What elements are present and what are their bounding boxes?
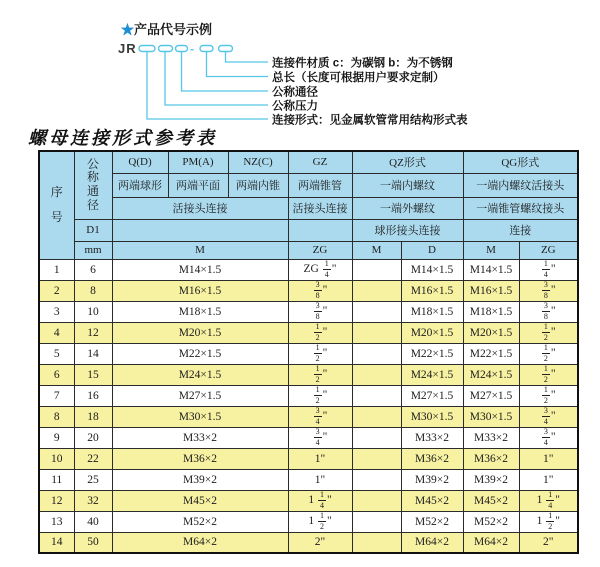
- table-cell: M30×1.5: [112, 406, 288, 427]
- table-cell: $\frac{3}{4}$ ": [519, 406, 578, 427]
- table-row: [39, 469, 578, 490]
- table-cell: M27×1.5: [112, 385, 288, 406]
- table-cell: M18×1.5: [401, 301, 463, 322]
- table-cell: [352, 406, 401, 427]
- code-box-4: [200, 46, 213, 52]
- code-boxes: [139, 46, 233, 52]
- label-diameter: 公称通径: [272, 86, 318, 99]
- table-cell: 20: [74, 427, 112, 448]
- table-cell: $\frac{3}{4}$ ": [288, 427, 352, 448]
- table-cell: 13: [39, 511, 74, 532]
- table-cell: 15: [74, 364, 112, 385]
- table-cell: M14×1.5: [112, 259, 288, 280]
- table-row: [39, 280, 578, 301]
- table-cell: M52×2: [112, 511, 288, 532]
- table-cell: M16×1.5: [112, 280, 288, 301]
- table-cell: $\frac{3}{4}$ ": [519, 427, 578, 448]
- table-cell: M27×1.5: [401, 385, 463, 406]
- table-cell: 8: [74, 280, 112, 301]
- table-cell: 10: [39, 448, 74, 469]
- table-cell: 2": [288, 532, 352, 553]
- table-cell: [352, 385, 401, 406]
- header-qg-type1: 一端内螺纹活接头: [463, 173, 578, 197]
- table-cell: 16: [74, 385, 112, 406]
- table-cell: $\frac{1}{2}$ ": [519, 385, 578, 406]
- table-cell: 1": [288, 448, 352, 469]
- table-cell: 2: [39, 280, 74, 301]
- table-cell: [352, 511, 401, 532]
- header-qg: QG形式: [463, 151, 578, 173]
- header-qz: QZ形式: [352, 151, 463, 173]
- table-cell: 32: [74, 490, 112, 511]
- table-cell: M39×2: [463, 469, 519, 490]
- table-row: [39, 301, 578, 322]
- code-labels: [272, 56, 468, 127]
- table-cell: M22×1.5: [463, 343, 519, 364]
- table-cell: 9: [39, 427, 74, 448]
- table-cell: 6: [39, 364, 74, 385]
- table-cell: 14: [39, 532, 74, 553]
- header-nz: NZ(C): [228, 151, 288, 173]
- connector-lines: [147, 52, 268, 119]
- table-cell: M22×1.5: [401, 343, 463, 364]
- table-row: [39, 259, 578, 280]
- table-cell: 7: [39, 385, 74, 406]
- label-material: 连接件材质 c：为碳钢 b：为不锈钢: [272, 57, 453, 70]
- table-cell: 3: [39, 301, 74, 322]
- table-cell: $\frac{1}{2}$ ": [519, 322, 578, 343]
- header-union-connection: 活接头连接: [112, 197, 288, 219]
- table-row: [39, 406, 578, 427]
- table-cell: $\frac{3}{4}$ ": [288, 406, 352, 427]
- table-cell: M45×2: [112, 490, 288, 511]
- header-qz-type2: 一端外螺纹: [352, 197, 463, 219]
- code-separator: -: [190, 42, 194, 56]
- table-cell: [352, 280, 401, 301]
- table-cell: 1": [519, 469, 578, 490]
- table-cell: 4: [39, 322, 74, 343]
- table-row: [39, 448, 578, 469]
- connector-line-diameter: [182, 52, 269, 91]
- table-cell: M20×1.5: [401, 322, 463, 343]
- table-cell: 18: [74, 406, 112, 427]
- table-cell: 5: [39, 343, 74, 364]
- connector-line-pressure: [165, 52, 268, 105]
- header-qg-type2: 一端锥管螺纹接头: [463, 197, 578, 219]
- table-cell: M18×1.5: [463, 301, 519, 322]
- table-cell: ZG $\frac{1}{4}$ ": [288, 259, 352, 280]
- table-cell: M20×1.5: [463, 322, 519, 343]
- header-qg-joint: 连接: [463, 219, 578, 241]
- table-cell: 2": [519, 532, 578, 553]
- header-gz-connection: 活接头连接: [288, 197, 352, 219]
- table-cell: [352, 301, 401, 322]
- table-cell: $\frac{1}{4}$ ": [519, 259, 578, 280]
- table-cell: $\frac{1}{2}$ ": [288, 364, 352, 385]
- table-cell: M33×2: [463, 427, 519, 448]
- table-cell: 50: [74, 532, 112, 553]
- header-d1: D1: [74, 219, 112, 241]
- table-cell: $\frac{3}{8}$ ": [519, 301, 578, 322]
- nut-connection-reference-table: [38, 150, 579, 554]
- table-cell: [352, 322, 401, 343]
- code-box-2: [159, 46, 173, 52]
- table-cell: 22: [74, 448, 112, 469]
- table-cell: [352, 490, 401, 511]
- table-cell: M36×2: [112, 448, 288, 469]
- table-cell: [352, 343, 401, 364]
- table-cell: 12: [74, 322, 112, 343]
- table-cell: $\frac{3}{8}$ ": [519, 280, 578, 301]
- table-cell: [352, 364, 401, 385]
- table-title: 螺母连接形式参考表: [28, 128, 217, 149]
- header-unit: mm: [74, 241, 112, 259]
- header-nz-type: 两端内锥: [228, 173, 288, 197]
- table-cell: [352, 532, 401, 553]
- table-cell: M64×2: [463, 532, 519, 553]
- table-cell: 14: [74, 343, 112, 364]
- table-cell: $\frac{1}{2}$ ": [519, 364, 578, 385]
- header-seq: 序号: [39, 151, 74, 259]
- table-cell: 25: [74, 469, 112, 490]
- header-qg-m: M: [463, 241, 519, 259]
- table-cell: M16×1.5: [463, 280, 519, 301]
- table-cell: 1 $\frac{1}{4}$ ": [519, 490, 578, 511]
- table-cell: M27×1.5: [463, 385, 519, 406]
- table-cell: 1 $\frac{1}{2}$ ": [288, 511, 352, 532]
- table-row: [39, 385, 578, 406]
- table-row: [39, 427, 578, 448]
- table-cell: [352, 259, 401, 280]
- table-row: [39, 511, 578, 532]
- header-qz-joint: 球形接头连接: [352, 219, 463, 241]
- table-cell: M14×1.5: [401, 259, 463, 280]
- table-cell: M18×1.5: [112, 301, 288, 322]
- table-cell: M52×2: [463, 511, 519, 532]
- label-form: 连接形式：见金属软管常用结构形式表: [272, 114, 468, 127]
- table-cell: 1": [288, 469, 352, 490]
- table-cell: M39×2: [401, 469, 463, 490]
- table-cell: 10: [74, 301, 112, 322]
- table-cell: M16×1.5: [401, 280, 463, 301]
- header-gz-type: 两端锥管: [288, 173, 352, 197]
- table-cell: [352, 427, 401, 448]
- table-cell: [352, 469, 401, 490]
- diagram-heading-text: 产品代号示例: [134, 22, 213, 37]
- header-qz-type1: 一端内螺纹: [352, 173, 463, 197]
- table-cell: M45×2: [463, 490, 519, 511]
- table-cell: 1": [519, 448, 578, 469]
- table-row: [39, 322, 578, 343]
- header-q-type: 两端球形: [112, 173, 168, 197]
- header-m: M: [112, 241, 288, 259]
- table-cell: $\frac{1}{2}$ ": [288, 343, 352, 364]
- table-cell: 1 $\frac{1}{4}$ ": [288, 490, 352, 511]
- table-cell: M24×1.5: [112, 364, 288, 385]
- table-cell: M36×2: [401, 448, 463, 469]
- table-cell: 1: [39, 259, 74, 280]
- header-gz: GZ: [288, 151, 352, 173]
- table-cell: 40: [74, 511, 112, 532]
- table-cell: M39×2: [112, 469, 288, 490]
- table-cell: 6: [74, 259, 112, 280]
- table-cell: 1 $\frac{1}{2}$ ": [519, 511, 578, 532]
- label-length: 总长（长度可根据用户要求定制）: [272, 72, 445, 84]
- header-blank-gz: [288, 219, 352, 241]
- label-pressure: 公称压力: [272, 100, 318, 113]
- code-box-3: [176, 46, 188, 52]
- table-cell: M30×1.5: [463, 406, 519, 427]
- star-icon: ★: [121, 22, 135, 37]
- table-cell: M20×1.5: [112, 322, 288, 343]
- header-dn: 公称通径: [74, 151, 112, 219]
- code-box-5: [219, 46, 233, 52]
- header-pm: PM(A): [168, 151, 228, 173]
- table-cell: M14×1.5: [463, 259, 519, 280]
- table-cell: M64×2: [112, 532, 288, 553]
- diagram-heading: [121, 22, 212, 37]
- table-row: [39, 343, 578, 364]
- header-zg: ZG: [288, 241, 352, 259]
- header-qz-m: M: [352, 241, 401, 259]
- header-blank-left: [112, 219, 288, 241]
- table-row: [39, 532, 578, 553]
- table-cell: $\frac{1}{2}$ ": [519, 343, 578, 364]
- connector-line-length: [207, 52, 269, 77]
- table-cell: M52×2: [401, 511, 463, 532]
- header-q: Q(D): [112, 151, 168, 173]
- table-cell: [352, 448, 401, 469]
- code-box-1: [139, 46, 155, 52]
- table-body: [39, 259, 578, 553]
- table-cell: M45×2: [401, 490, 463, 511]
- table-cell: 12: [39, 490, 74, 511]
- table-cell: M24×1.5: [401, 364, 463, 385]
- table-cell: M64×2: [401, 532, 463, 553]
- table-cell: $\frac{3}{8}$ ": [288, 301, 352, 322]
- table-cell: $\frac{1}{2}$ ": [288, 385, 352, 406]
- header-qz-d: D: [401, 241, 463, 259]
- table-cell: M30×1.5: [401, 406, 463, 427]
- connector-line-material: [226, 52, 269, 62]
- table-cell: M33×2: [112, 427, 288, 448]
- table-row: [39, 364, 578, 385]
- table-cell: M22×1.5: [112, 343, 288, 364]
- table-cell: M36×2: [463, 448, 519, 469]
- header-pm-type: 两端平面: [168, 173, 228, 197]
- table-cell: M24×1.5: [463, 364, 519, 385]
- header-qg-zg: ZG: [519, 241, 578, 259]
- table-cell: $\frac{1}{2}$ ": [288, 322, 352, 343]
- table-cell: $\frac{3}{8}$ ": [288, 280, 352, 301]
- code-prefix: JR: [118, 41, 137, 56]
- table-cell: 11: [39, 469, 74, 490]
- table-cell: 8: [39, 406, 74, 427]
- table-cell: M33×2: [401, 427, 463, 448]
- table-row: [39, 490, 578, 511]
